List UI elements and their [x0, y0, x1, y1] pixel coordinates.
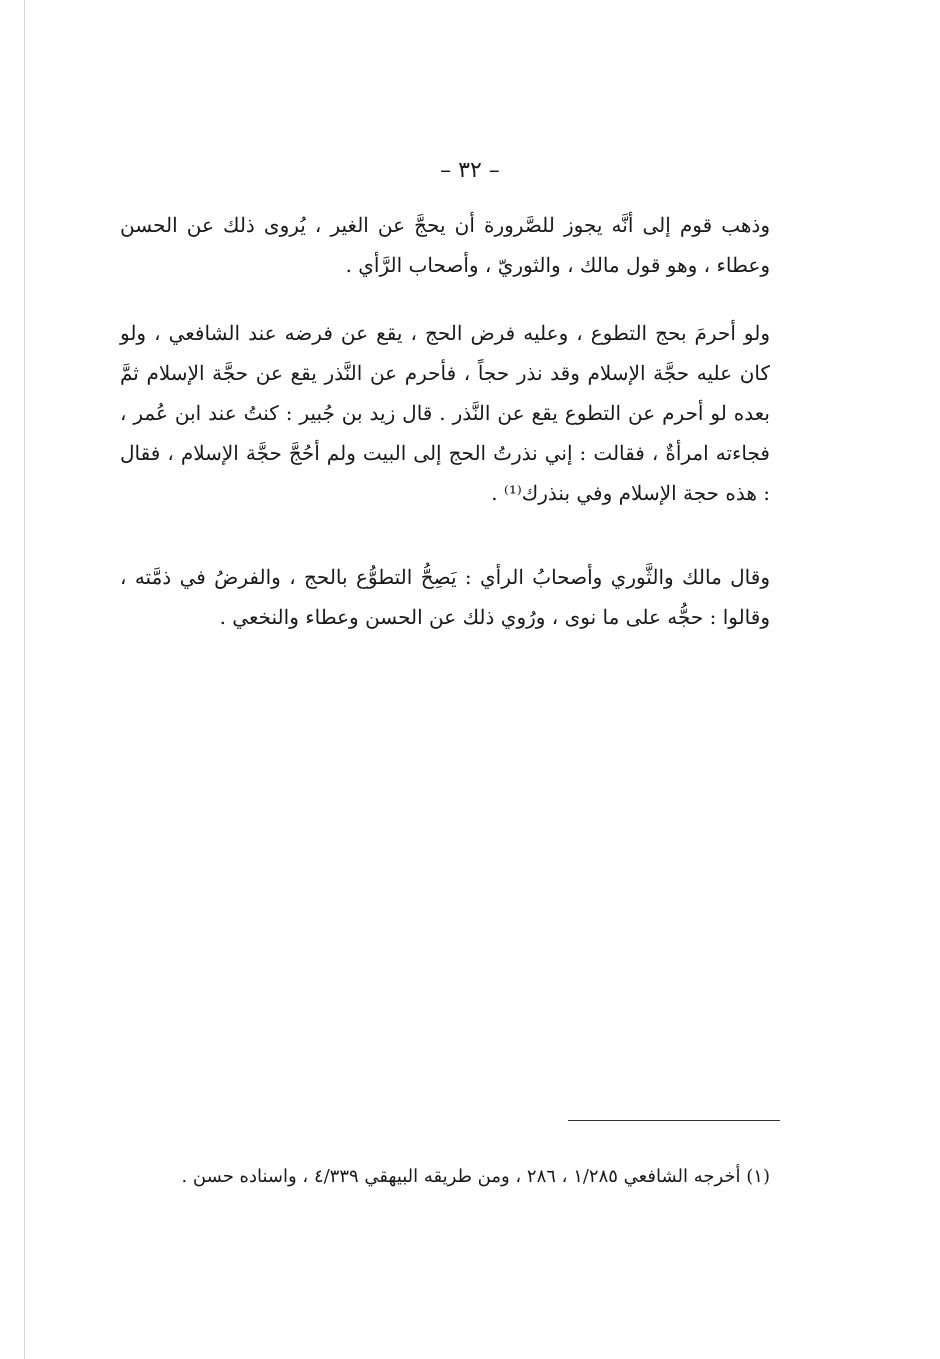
footnote-divider: [568, 1120, 780, 1121]
footnote-text: (١) أخرجه الشافعي ١/٢٨٥ ، ٢٨٦ ، ومن طريقه البيهقي ٤/٣٣٩ ، واسناده حسن .: [181, 1166, 770, 1187]
page-number: – ٣٢ –: [440, 158, 500, 183]
paragraph-text: وقال مالك والثَّوري وأصحابُ الرأي : يَصِحُّ التطوُّع بالحج ، والفرضُ في ذمَّته ، وقالوا : حجُّه على ما نوى ، ورُوي ذلك عن الحسن وعطاء والنخعي .: [120, 565, 770, 629]
page-edge-line: [24, 0, 25, 1359]
body-paragraph-2: [120, 313, 770, 513]
body-paragraph-3: [120, 557, 770, 637]
body-paragraph-1: [120, 205, 770, 285]
footnote: [120, 1160, 770, 1193]
paragraph-text: وذهب قوم إلى أنَّه يجوز للصَّرورة أن يحجَّ عن الغير ، يُروى ذلك عن الحسن وعطاء ، وهو قول مالك ، والثوريّ ، وأصحاب الرَّأي .: [120, 213, 770, 277]
paragraph-text: ولو أحرمَ بحج التطوع ، وعليه فرض الحج ، يقع عن فرضه عند الشافعي ، ولو كان عليه حجَّة الإسلام وقد نذر حجاً ، فأحرم عن النَّذر يقع عن حجَّة الإسلام ثمَّ بعده لو أحرم عن التطوع يقع عن النَّذر . قال زيد بن جُبير : كنتُ عند ابن عُمر ، فجاءته امرأةٌ ، فقالت : إني نذرتُ الحج إلى البيت ولم أحُجَّ حجَّة الإسلام ، فقال : هذه حجة الإسلام وفي بنذرك⁽¹⁾ .: [120, 321, 770, 505]
